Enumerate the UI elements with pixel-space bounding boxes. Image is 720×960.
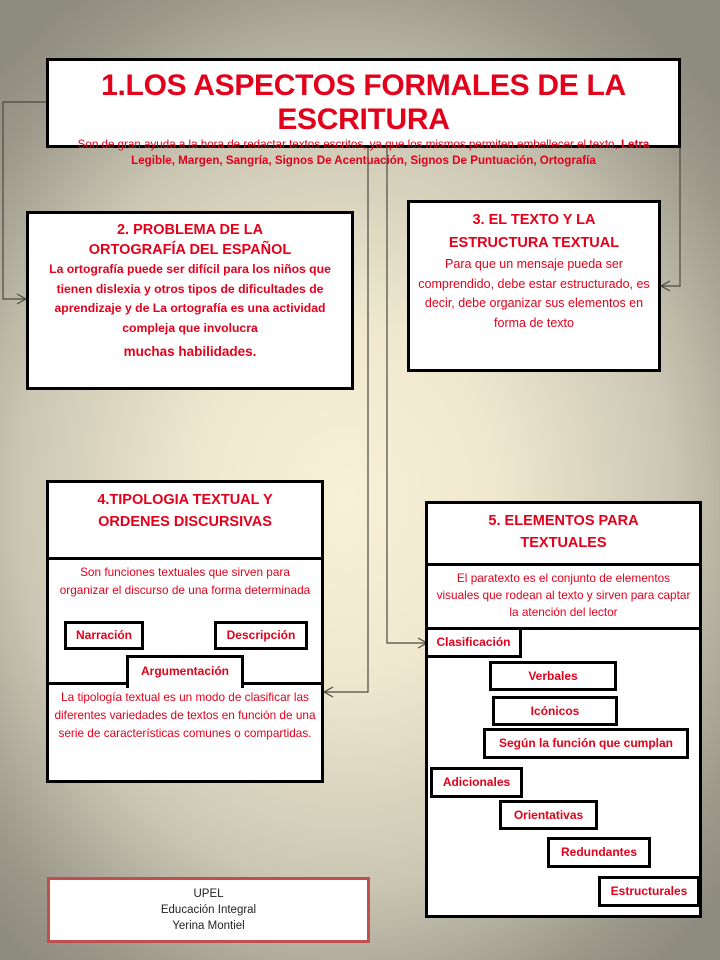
text-structure-box: [407, 200, 661, 372]
spelling-problem-description: La ortografía puede ser difícil para los niños que tienen dislexia y otros tipos de dificultades de aprendizaje y de La ortografía es una actividad compleja que involucra: [49, 262, 331, 335]
author-credit-box: [47, 877, 370, 943]
paratext-description: [428, 566, 699, 630]
paratext-title-line1: 5. ELEMENTOS PARA: [488, 513, 639, 529]
spelling-problem-description-tail: muchas habilidades.: [123, 344, 257, 359]
paratext-item-adicionales: Adicionales: [430, 767, 523, 798]
classification-chip: Clasificación: [425, 627, 522, 658]
type-chip-narracion: Narración: [64, 621, 144, 650]
text-typology-title-line1: 4.TIPOLOGIA TEXTUAL Y: [97, 492, 273, 508]
credit-program: Educación Integral: [160, 904, 257, 916]
credit-author: Yerina Montiel: [172, 920, 245, 932]
arrowhead-box3: [661, 281, 670, 291]
type-chip-argumentacion: Argumentación: [126, 655, 244, 688]
text-typology-description: Son funciones textuales que sirven para organizar el discurso de una forma determinada: [59, 565, 311, 597]
paratext-header: [428, 504, 699, 566]
text-typology-title-line2: ORDENES DISCURSIVAS: [98, 514, 272, 530]
paratext-item-verbales: Verbales: [489, 661, 617, 691]
text-typology-middle: [49, 560, 321, 685]
type-chip-descripcion: Descripción: [214, 621, 308, 650]
spelling-problem-box: [26, 211, 354, 390]
text-structure-title-line2: ESTRUCTURA TEXTUAL: [448, 235, 620, 251]
main-topic-description: [49, 137, 678, 169]
spelling-problem-title-line1: 2. PROBLEMA DE LA: [116, 222, 264, 238]
credit-institution: UPEL: [193, 888, 224, 900]
paratext-item-redundantes: Redundantes: [547, 837, 651, 868]
main-topic-title: 1.LOS ASPECTOS FORMALES DE LA ESCRITURA: [101, 69, 626, 136]
main-topic-box: [46, 58, 681, 167]
text-typology-header: [49, 483, 321, 560]
paratext-description-text: El paratexto es el conjunto de elementos visuales que rodean al texto y sirven para captar la atención del lector: [436, 571, 691, 619]
text-typology-box: [46, 480, 324, 783]
arrowhead-box4: [324, 687, 333, 697]
text-structure-title-line1: 3. EL TEXTO Y LA: [472, 212, 596, 228]
paratext-item-segun-funcion: Según la función que cumplan: [483, 728, 689, 759]
main-topic-description-plain: Son de gran ayuda a la hora de redactar textos escritos, ya que los mismos permiten embellecer el texto,: [77, 138, 618, 151]
paratext-item-estructurales: Estructurales: [598, 876, 700, 907]
main-topic-aspects-list: Letra Legible, Margen, Sangría, Signos De Acentuación, Signos De Puntuación, Ortografía: [131, 138, 650, 167]
text-structure-description: Para que un mensaje pueda ser comprendido, debe estar estructurado, es decir, debe organizar sus elementos en forma de texto: [418, 257, 650, 330]
arrowhead-box2: [17, 294, 26, 304]
paratext-item-orientativas: Orientativas: [499, 800, 598, 830]
spelling-problem-title-line2: ORTOGRAFÍA DEL ESPAÑOL: [88, 242, 292, 258]
paratext-title-line2: TEXTUALES: [520, 535, 607, 551]
text-typology-footer: La tipología textual es un modo de clasificar las diferentes variedades de textos en función de una serie de características comunes o compartidas.: [54, 690, 316, 740]
paratext-item-iconicos: Icónicos: [492, 696, 618, 726]
